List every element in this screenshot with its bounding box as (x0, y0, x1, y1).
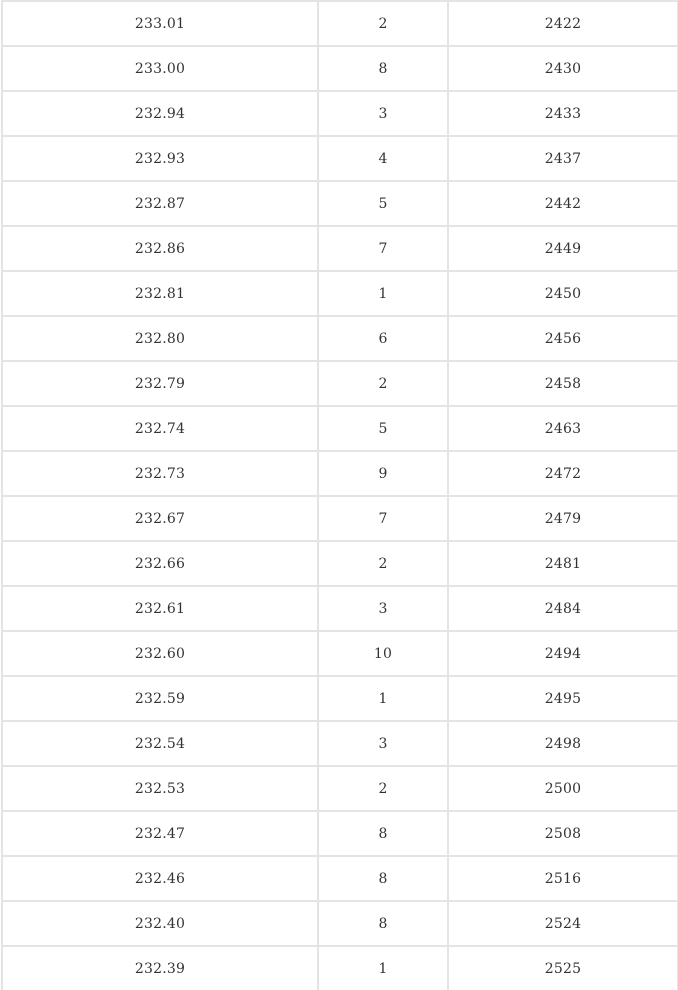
table-row (2, 541, 678, 586)
cumulative-cell: 2479 (448, 496, 678, 541)
count-cell: 3 (318, 91, 448, 136)
count-cell: 7 (318, 226, 448, 271)
table-row (2, 316, 678, 361)
count-cell: 1 (318, 271, 448, 316)
count-cell: 10 (318, 631, 448, 676)
table-row (2, 946, 678, 990)
score-cell: 232.47 (2, 811, 318, 856)
cumulative-cell: 2525 (448, 946, 678, 990)
cumulative-cell: 2484 (448, 586, 678, 631)
cumulative-cell: 2422 (448, 1, 678, 46)
cumulative-cell: 2498 (448, 721, 678, 766)
table-row (2, 181, 678, 226)
table-row (2, 136, 678, 181)
cumulative-cell: 2495 (448, 676, 678, 721)
cumulative-cell: 2481 (448, 541, 678, 586)
count-cell: 8 (318, 856, 448, 901)
count-cell: 6 (318, 316, 448, 361)
table-row (2, 901, 678, 946)
table-row (2, 721, 678, 766)
count-cell: 8 (318, 811, 448, 856)
cumulative-cell: 2450 (448, 271, 678, 316)
table-row (2, 811, 678, 856)
count-cell: 2 (318, 541, 448, 586)
table-row (2, 91, 678, 136)
count-cell: 2 (318, 361, 448, 406)
score-cell: 232.61 (2, 586, 318, 631)
table-row (2, 586, 678, 631)
count-cell: 8 (318, 901, 448, 946)
count-cell: 2 (318, 766, 448, 811)
table-row (2, 496, 678, 541)
score-cell: 232.53 (2, 766, 318, 811)
count-cell: 3 (318, 586, 448, 631)
count-cell: 2 (318, 1, 448, 46)
table-row (2, 406, 678, 451)
score-cell: 233.00 (2, 46, 318, 91)
table-row (2, 1, 678, 46)
score-cell: 232.93 (2, 136, 318, 181)
count-cell: 3 (318, 721, 448, 766)
table-row (2, 46, 678, 91)
score-cell: 232.74 (2, 406, 318, 451)
cumulative-cell: 2472 (448, 451, 678, 496)
table-row (2, 676, 678, 721)
cumulative-cell: 2442 (448, 181, 678, 226)
score-cell: 232.46 (2, 856, 318, 901)
table-row (2, 271, 678, 316)
count-cell: 4 (318, 136, 448, 181)
table-row (2, 451, 678, 496)
score-cell: 232.79 (2, 361, 318, 406)
cumulative-cell: 2500 (448, 766, 678, 811)
score-cell: 232.87 (2, 181, 318, 226)
count-cell: 5 (318, 181, 448, 226)
table-row (2, 631, 678, 676)
cumulative-cell: 2524 (448, 901, 678, 946)
table-row (2, 856, 678, 901)
count-cell: 1 (318, 676, 448, 721)
count-cell: 5 (318, 406, 448, 451)
score-cell: 232.94 (2, 91, 318, 136)
cumulative-cell: 2494 (448, 631, 678, 676)
count-cell: 8 (318, 46, 448, 91)
cumulative-cell: 2430 (448, 46, 678, 91)
score-cell: 233.01 (2, 1, 318, 46)
cumulative-cell: 2463 (448, 406, 678, 451)
table-row (2, 361, 678, 406)
cumulative-cell: 2437 (448, 136, 678, 181)
score-cell: 232.73 (2, 451, 318, 496)
cumulative-cell: 2516 (448, 856, 678, 901)
score-cell: 232.39 (2, 946, 318, 990)
table-body (2, 1, 678, 990)
count-cell: 7 (318, 496, 448, 541)
table-row (2, 226, 678, 271)
score-cell: 232.80 (2, 316, 318, 361)
score-cell: 232.67 (2, 496, 318, 541)
count-cell: 1 (318, 946, 448, 990)
score-cell: 232.60 (2, 631, 318, 676)
score-cell: 232.59 (2, 676, 318, 721)
cumulative-cell: 2458 (448, 361, 678, 406)
score-cell: 232.66 (2, 541, 318, 586)
score-cell: 232.86 (2, 226, 318, 271)
cumulative-cell: 2456 (448, 316, 678, 361)
cumulative-cell: 2508 (448, 811, 678, 856)
cumulative-cell: 2449 (448, 226, 678, 271)
score-cell: 232.54 (2, 721, 318, 766)
score-cell: 232.81 (2, 271, 318, 316)
score-cell: 232.40 (2, 901, 318, 946)
table-row (2, 766, 678, 811)
cumulative-cell: 2433 (448, 91, 678, 136)
score-distribution-table (1, 0, 678, 990)
count-cell: 9 (318, 451, 448, 496)
